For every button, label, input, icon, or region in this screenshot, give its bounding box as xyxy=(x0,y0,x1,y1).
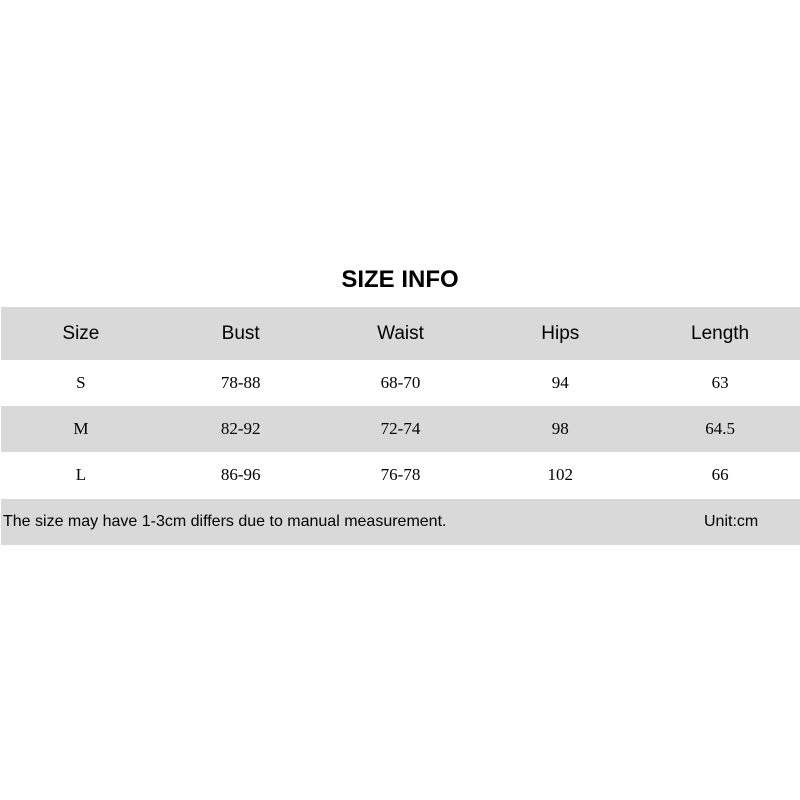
cell-bust: 82-92 xyxy=(220,419,261,438)
header-length: Length xyxy=(691,322,750,344)
measurement-note: The size may have 1-3cm differs due to manual measurement. xyxy=(3,513,447,530)
size-info-title: SIZE INFO xyxy=(341,266,459,293)
unit-label: Unit:cm xyxy=(704,513,759,530)
cell-waist: 72-74 xyxy=(380,419,421,438)
footer-bar xyxy=(1,499,800,545)
table-row xyxy=(1,406,800,452)
header-bust: Bust xyxy=(221,322,260,344)
cell-length: 63 xyxy=(711,373,729,392)
header-hips: Hips xyxy=(541,322,580,344)
header-size: Size xyxy=(62,322,100,344)
header-waist: Waist xyxy=(377,322,424,344)
table-row xyxy=(1,360,800,406)
cell-length: 66 xyxy=(711,465,729,484)
cell-size: S xyxy=(76,373,86,392)
table-header-row xyxy=(1,307,800,360)
cell-size: M xyxy=(73,419,89,438)
size-table xyxy=(1,307,800,498)
cell-hips: 98 xyxy=(551,419,569,438)
cell-waist: 68-70 xyxy=(380,373,421,392)
cell-bust: 78-88 xyxy=(220,373,261,392)
cell-size: L xyxy=(75,465,87,484)
cell-hips: 102 xyxy=(547,465,574,484)
cell-waist: 76-78 xyxy=(380,465,421,484)
cell-bust: 86-96 xyxy=(220,465,261,484)
cell-hips: 94 xyxy=(551,373,569,392)
cell-length: 64.5 xyxy=(705,419,735,438)
table-row xyxy=(1,452,800,498)
